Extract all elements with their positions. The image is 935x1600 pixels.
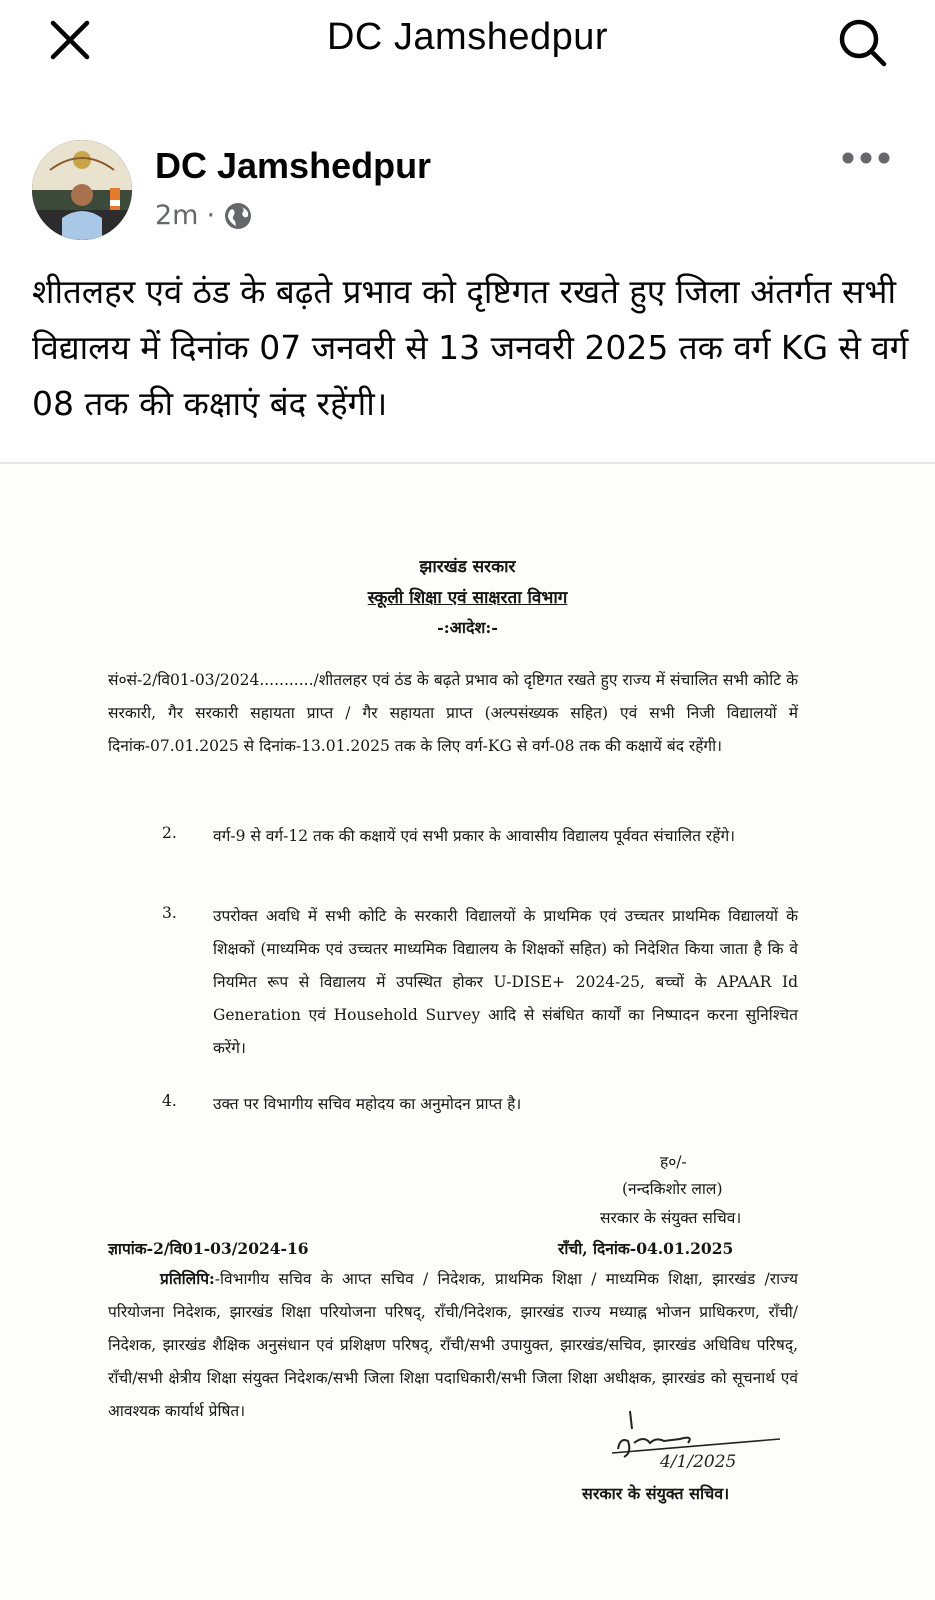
doc-signatory-title: सरकार के संयुक्त सचिव।: [600, 1209, 742, 1227]
doc-item-3-number: 3.: [162, 904, 177, 922]
doc-paragraph-1: सं०सं-2/वि01-03/2024.........../शीतलहर एवं ठंड के बढ़ते प्रभाव को दृष्टिगत रखते हुए राज्य में संचालित सभी कोटि के सरकारी, गैर सरकारी सहायता प्राप्त / गैर सहायता प्राप्त (अल्पसंख्यक सहित) एवं सभी निजी विद्यालयों में दिनांक-07.01.2025 से दिनांक-13.01.2025 तक के लिए वर्ग-KG से वर्ग-08 तक की कक्षायें बंद रहेंगी।: [108, 671, 798, 755]
meta-separator: ·: [206, 200, 216, 231]
more-options-button[interactable]: [835, 138, 897, 178]
doc-header-department: स्कूली शिक्षा एवं साक्षरता विभाग: [367, 588, 568, 608]
handwritten-signature: [610, 1409, 800, 1489]
handwritten-date: 4/1/2025: [660, 1452, 737, 1472]
avatar[interactable]: [32, 140, 132, 240]
globe-icon: [223, 201, 253, 231]
doc-signatory-name: (नन्दकिशोर लाल): [622, 1180, 723, 1198]
search-icon: [834, 14, 890, 70]
doc-signed-mark: ह०/-: [660, 1153, 687, 1171]
doc-item-2-number: 2.: [162, 824, 177, 842]
doc-copy-text: -विभागीय सचिव के आप्त सचिव / निदेशक, प्राथमिक शिक्षा / माध्यमिक शिक्षा, झारखंड /राज्य परियोजना निदेशक, झारखंड शिक्षा परियोजना परिषद्, राँची/निदेशक, झारखंड राज्य मध्याह्न भोजन प्राधिकरण, राँची/निदेशक, झारखंड शैक्षिक अनुसंधान एवं प्रशिक्षण परिषद्, राँची/सभी उपायुक्त, झारखंड/सचिव, झारखंड अधिविध परिषद्, राँची/सभी क्षेत्रीय शिक्षा संयुक्त निदेशक/सभी जिला शिक्षा पदाधिकारी/सभी जिला शिक्षा अधीक्षक, झारखंड को सूचनार्थ एवं आवश्यक कार्यार्थ प्रेषित।: [108, 1270, 798, 1420]
post-image-document[interactable]: [0, 464, 935, 1600]
doc-reference-number: ज्ञापांक-2/वि01-03/2024-16: [108, 1239, 309, 1258]
page-title: DC Jamshedpur: [326, 16, 609, 58]
doc-item-2-text: वर्ग-9 से वर्ग-12 तक की कक्षायें एवं सभी प्रकार के आवासीय विद्यालय पूर्ववत संचालित रहेंगे।: [213, 827, 736, 845]
doc-item-4-number: 4.: [162, 1092, 177, 1110]
doc-copy-label: प्रतिलिपि:: [160, 1269, 215, 1288]
post-text: शीतलहर एवं ठंड के बढ़ते प्रभाव को दृष्टिगत रखते हुए जिला अंतर्गत सभी विद्यालय में दिनांक 07 जनवरी से 13 जनवरी 2025 तक वर्ग KG से वर्ग 08 तक की कक्षाएं बंद रहेंगी।: [32, 272, 909, 423]
doc-item-3-text: उपरोक्त अवधि में सभी कोटि के सरकारी विद्यालयों के प्राथमिक एवं उच्चतर प्राथमिक विद्यालयों के शिक्षकों (माध्यमिक एवं उच्चतर माध्यमिक विद्यालय के शिक्षकों सहित) को निदेशित किया जाता है कि वे नियमित रूप से विद्यालय में उपस्थित होकर U-DISE+ 2024-25, बच्चों के APAAR Id Generation एवं Household Survey आदि से संबंधित कार्यों का निष्पादन करना सुनिश्चित करेंगे।: [213, 907, 798, 1057]
top-bar: [0, 0, 935, 80]
doc-reference-date: राँची, दिनांक-04.01.2025: [558, 1239, 734, 1258]
more-horizontal-icon: [840, 150, 892, 166]
doc-header-order: -:आदेश:-: [437, 618, 498, 637]
post-meta: [155, 200, 253, 231]
doc-copy-to: [108, 1262, 798, 1428]
doc-footer-title: सरकार के संयुक्त सचिव।: [582, 1484, 730, 1503]
doc-item-4-text: उक्त पर विभागीय सचिव महोदय का अनुमोदन प्राप्त है।: [213, 1095, 522, 1113]
search-button[interactable]: [830, 12, 894, 72]
doc-header-government: झारखंड सरकार: [419, 557, 516, 577]
post-author-name[interactable]: DC Jamshedpur: [155, 145, 432, 186]
post-time[interactable]: 2m: [155, 200, 199, 231]
